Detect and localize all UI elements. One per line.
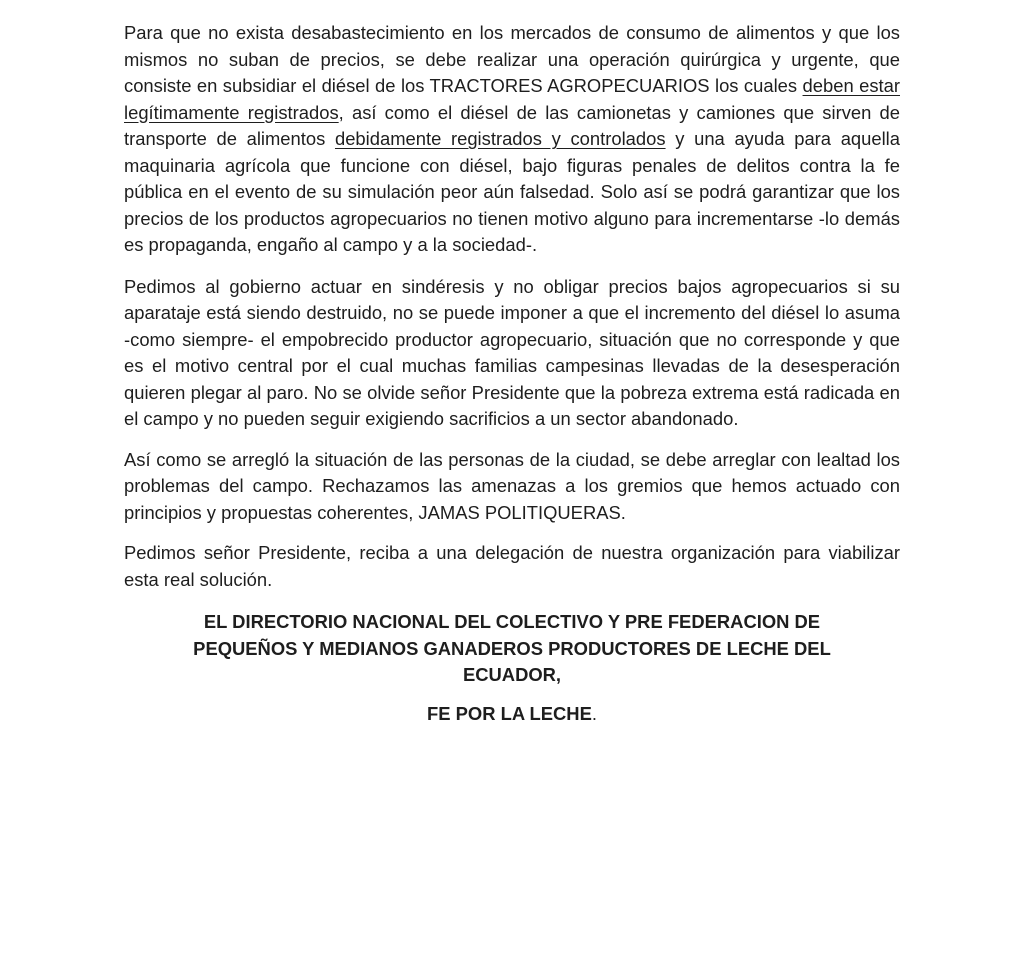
paragraph-text: Así como se arregló la situación de las personas de la ciudad, se debe arreglar con lealtad los problemas del campo. Rechazamos las amenazas a los gremios que hemos actuado con principios y propuestas coherentes, JAMAS POLITIQUERAS. — [124, 448, 900, 523]
paragraph-subsidy — [124, 20, 900, 259]
signature-line: PEQUEÑOS Y MEDIANOS GANADEROS PRODUCTORES DE LECHE DEL — [193, 637, 831, 659]
signature-line: EL DIRECTORIO NACIONAL DEL COLECTIVO Y PRE FEDERACION DE — [203, 611, 821, 632]
paragraph-text: Para que no exista desabastecimiento en los mercados de consumo de alimentos y que los mismos no suban de precios, se debe realizar una operación quirúrgica y urgente, que consiste en subsidiar el diésel de los TRACTORES AGROPECUARIOS los cuales — [124, 22, 900, 96]
organization-motto — [124, 701, 900, 728]
underlined-text-tractors: deben estar legítimamente registrados — [124, 75, 900, 123]
motto-text: FE POR LA LECHE — [427, 702, 592, 724]
paragraph-text: Pedimos al gobierno actuar en sindéresis y no obligar precios bajos agropecuarios si su aparataje está siendo destruido, no se puede imponer a que el incremento del diésel lo asuma -como siempre- el empobrecido productor agropecuario, situación que no corresponde y que es el motivo central por el cual muchas familias campesinas llevadas de la desesperación quieren plegar al paro. No se olvide señor Presidente que la pobreza extrema está radicada en el campo y no pueden seguir exigiendo sacrificios a un sector abandonado. — [124, 275, 900, 429]
signature-line: ECUADOR, — [462, 664, 562, 685]
paragraph-government-request — [124, 274, 900, 433]
paragraph-countryside — [124, 447, 900, 527]
paragraph-text: Pedimos señor Presidente, reciba a una delegación de nuestra organización para viabilizar esta real solución. — [124, 542, 900, 590]
paragraph-text: , así como el diésel de las camionetas y camiones que sirven de transporte de alimentos — [124, 101, 900, 149]
paragraph-delegation-request — [124, 540, 900, 593]
underlined-text-trucks: debidamente registrados y controlados — [334, 128, 666, 149]
signature-block — [124, 609, 900, 689]
paragraph-text: y una ayuda para aquella maquinaria agrícola que funcione con diésel, bajo figuras penales de delitos contra la fe pública en el evento de su simulación peor aún falsedad. Solo así se podrá garantizar que los precios de los productos agropecuarios no tienen motivo alguno para incrementarse -lo demás es propaganda, engaño al campo y a la sociedad-. — [124, 128, 901, 255]
motto-period: . — [591, 702, 597, 724]
